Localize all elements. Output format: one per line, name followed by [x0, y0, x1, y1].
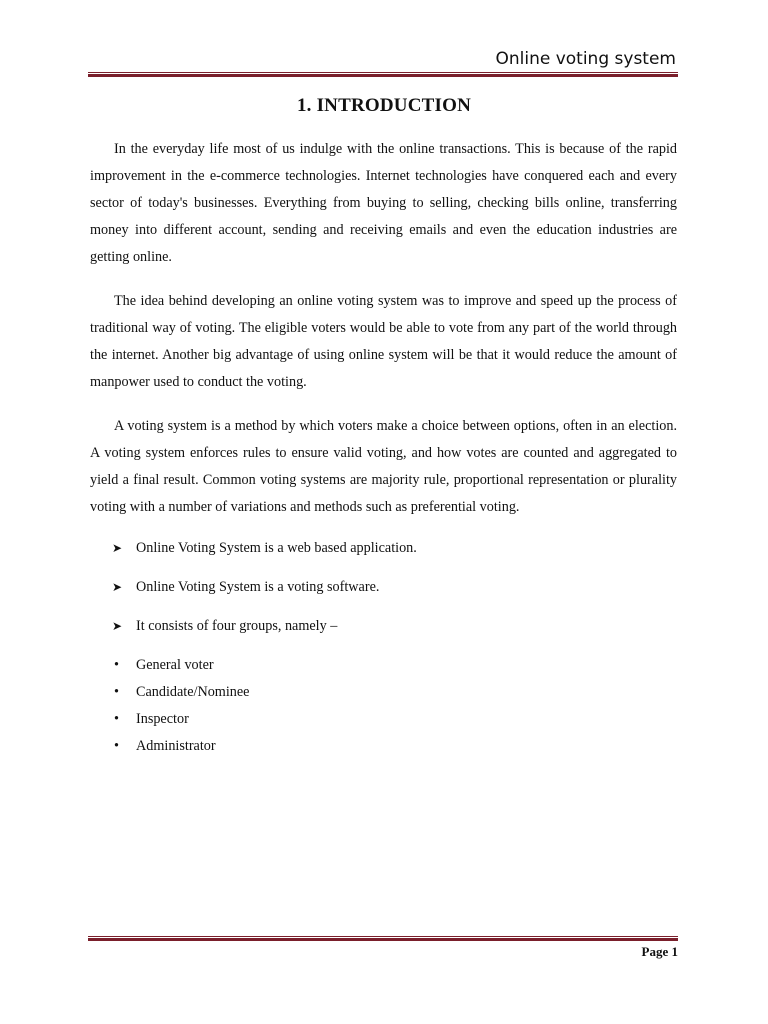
- list-item-text: Online Voting System is a web based application.: [136, 540, 417, 556]
- arrow-bullet-icon: ➤: [112, 541, 123, 555]
- paragraph: The idea behind developing an online voting system was to improve and speed up the process of traditional way of voting. The eligible voters would be able to vote from any part of the world through the internet. Another big advantage of using online system will be that it would reduce the amount of manpower used to conduct the voting.: [90, 293, 677, 390]
- list-item: [90, 652, 677, 679]
- group-label: Administrator: [136, 738, 216, 754]
- list-item: [90, 538, 677, 559]
- group-label: General voter: [136, 657, 214, 673]
- list-item: [90, 616, 677, 637]
- group-list: [90, 652, 677, 760]
- list-item: [90, 577, 677, 598]
- arrow-bullet-icon: ➤: [112, 580, 123, 594]
- list-item: [90, 706, 677, 733]
- bullet-icon: •: [114, 738, 119, 754]
- bullet-icon: •: [114, 711, 119, 727]
- page-number: Page 1: [641, 944, 678, 959]
- list-item-text: Online Voting System is a voting software.: [136, 579, 380, 595]
- list-item-text: It consists of four groups, namely –: [136, 618, 338, 634]
- arrow-bullet-icon: ➤: [112, 619, 123, 633]
- header-title: Online voting system: [495, 49, 676, 69]
- group-label: Inspector: [136, 711, 189, 727]
- body-content: [90, 136, 677, 760]
- group-label: Candidate/Nominee: [136, 684, 250, 700]
- paragraph: A voting system is a method by which voters make a choice between options, often in an election. A voting system enforces rules to ensure valid voting, and how votes are counted and aggregated to yield a final result. Common voting systems are majority rule, proportional representation or plurality voting with a number of variations and methods such as preferential voting.: [90, 418, 677, 515]
- header-rule: [88, 72, 678, 77]
- bullet-icon: •: [114, 657, 119, 673]
- section-heading: 1. INTRODUCTION: [296, 95, 472, 116]
- list-item: [90, 733, 677, 760]
- feature-list: [90, 538, 677, 637]
- footer-rule: [88, 936, 678, 941]
- list-item: [90, 679, 677, 706]
- paragraph: In the everyday life most of us indulge with the online transactions. This is because of the rapid improvement in the e-commerce technologies. Internet technologies have conquered each and every sector of today's businesses. Everything from buying to selling, checking bills online, transferring money into different account, sending and receiving emails and even the education industries are getting online.: [90, 141, 677, 265]
- bullet-icon: •: [114, 684, 119, 700]
